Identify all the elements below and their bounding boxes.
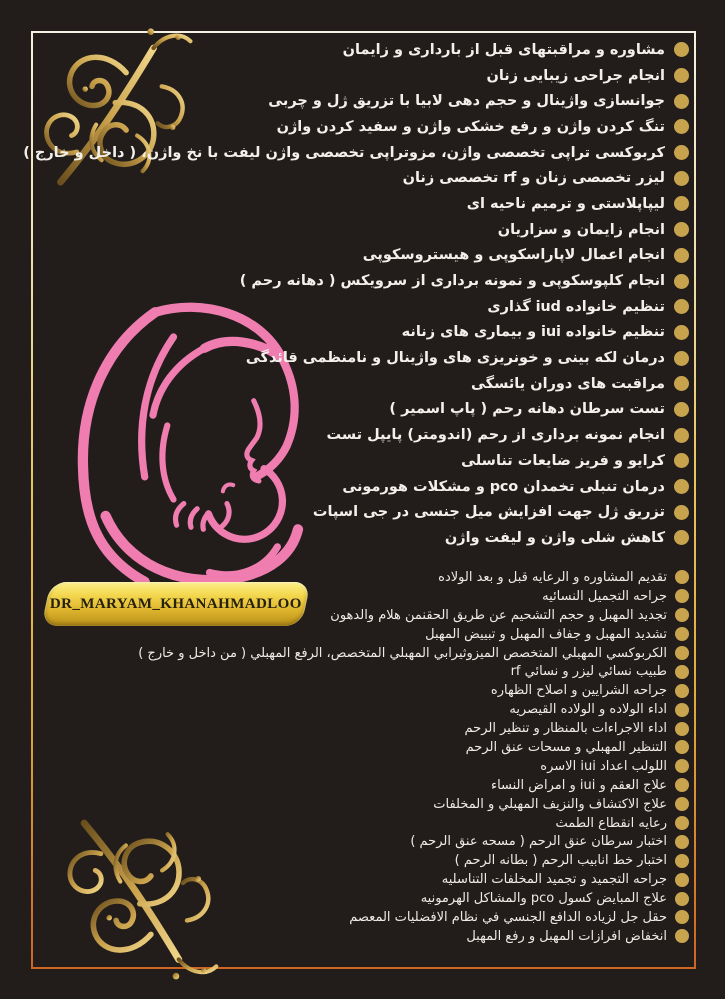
service-label: جراحه الشرايين و اصلاح الظهاره <box>490 683 667 699</box>
service-label: لیپاپلاستی و ترمیم ناحیه ای <box>466 195 665 212</box>
service-label: درمان لکه بینی و خونریزی های واژینال و نامنظمی قائدگی <box>245 350 665 367</box>
bullet-icon <box>674 68 689 83</box>
service-label: تست سرطان دهانه رحم ( پاپ اسمیر ) <box>389 401 665 418</box>
bullet-icon <box>675 873 689 887</box>
service-label: لیزر تخصصی زنان و rf تخصصی زنان <box>402 170 665 187</box>
service-label: رعايه انقطاع الطمث <box>555 815 667 831</box>
service-label: علاج المبايض كسول pco والمشاكل الهرمونيه <box>420 891 667 907</box>
service-item <box>34 37 689 63</box>
service-label: جوانسازی واژینال و حجم دهی لابیا با تزریق ژل و چربی <box>268 93 665 110</box>
bullet-icon <box>675 778 689 792</box>
services-list-arabic <box>34 568 689 946</box>
service-item <box>34 525 689 551</box>
service-item <box>34 448 689 474</box>
service-label: کرایو و فریز ضایعات تناسلی <box>461 452 665 469</box>
bullet-icon <box>675 665 689 679</box>
service-item <box>34 114 689 140</box>
bullet-icon <box>674 351 689 366</box>
bullet-icon <box>674 376 689 391</box>
service-item <box>34 625 689 644</box>
service-item <box>34 345 689 371</box>
service-item <box>34 776 689 795</box>
service-item <box>34 397 689 423</box>
service-label: مراقبت های دوران یائسگی <box>470 375 665 392</box>
bullet-icon <box>675 684 689 698</box>
service-label: تنظیم خانواده iui و بیماری های زنانه <box>401 324 665 341</box>
service-item <box>34 870 689 889</box>
service-label: طبيب نسائي ليزر و نسائي rf <box>510 664 667 680</box>
bullet-icon <box>675 703 689 717</box>
bullet-icon <box>674 453 689 468</box>
bullet-icon <box>675 910 689 924</box>
service-item <box>34 795 689 814</box>
service-label: اللولب اعداد iui الاسره <box>540 758 667 774</box>
service-item <box>34 927 689 946</box>
service-label: کربوکسی تراپی تخصصی واژن، مزوتراپی تخصصی واژن لیفت با نخ واژن، ( داخل و خارج ) <box>23 144 665 161</box>
service-item <box>34 700 689 719</box>
bullet-icon <box>675 797 689 811</box>
bullet-icon <box>675 892 689 906</box>
service-item <box>34 738 689 757</box>
bullet-icon <box>674 274 689 289</box>
service-label: کاهش شلی واژن و لیفت واژن <box>444 529 665 546</box>
service-label: اداء الولاده و الولاده القيصريه <box>509 702 667 718</box>
service-label: علاج الاكتشاف والنزيف المهبلي و المخلفات <box>433 796 667 812</box>
service-label: علاج العقم و iui و امراض النساء <box>490 777 667 793</box>
service-item <box>34 474 689 500</box>
service-label: انجام اعمال لاپاراسکوپی و هیستروسکوپی <box>362 247 665 264</box>
service-label: اختبار سرطان عنق الرحم ( مسحه عنق الرحم ) <box>410 834 667 850</box>
bullet-icon <box>675 589 689 603</box>
bullet-icon <box>674 94 689 109</box>
service-item <box>34 88 689 114</box>
service-item <box>34 268 689 294</box>
service-label: تنگ کردن واژن و رفع خشکی واژن و سفید کردن واژن <box>276 118 665 135</box>
bullet-icon <box>674 222 689 237</box>
bullet-icon <box>675 816 689 830</box>
service-item <box>34 499 689 525</box>
service-item <box>34 662 689 681</box>
service-label: انجام جراحی زیبایی زنان <box>486 67 665 84</box>
service-item <box>34 606 689 625</box>
service-item <box>34 371 689 397</box>
service-item <box>34 814 689 833</box>
bullet-icon <box>674 42 689 57</box>
service-item <box>34 681 689 700</box>
bullet-icon <box>675 835 689 849</box>
bullet-icon <box>675 722 689 736</box>
service-label: تشديد المهبل و جفاف المهبل و تبييض المهبل <box>425 626 667 642</box>
service-label: تنظیم خانواده iud گذاری <box>487 298 665 315</box>
service-label: جراحه التجميل النسائيه <box>542 588 667 604</box>
bullet-icon <box>674 196 689 211</box>
bullet-icon <box>675 608 689 622</box>
bullet-icon <box>674 145 689 160</box>
service-item <box>34 422 689 448</box>
bullet-icon <box>674 428 689 443</box>
service-item <box>23 140 689 166</box>
bullet-icon <box>674 530 689 545</box>
service-item <box>34 294 689 320</box>
service-label: تقديم المشاوره و الرعايه قبل و بعد الولاده <box>438 569 667 585</box>
service-label: تجديد المهبل و حجم التشحيم عن طريق الحقنمن هلام والدهون <box>330 607 667 623</box>
service-label: جراحه التجميد و تجميد المخلفات التناسليه <box>441 872 667 888</box>
bullet-icon <box>675 646 689 660</box>
service-item <box>34 191 689 217</box>
bullet-icon <box>675 854 689 868</box>
service-item <box>34 320 689 346</box>
bullet-icon <box>675 570 689 584</box>
service-item <box>34 719 689 738</box>
service-label: مشاوره و مراقبتهای قبل از بارداری و زایمان <box>342 41 665 58</box>
service-item <box>34 889 689 908</box>
service-item <box>34 851 689 870</box>
service-item <box>34 243 689 269</box>
service-item <box>34 568 689 587</box>
service-label: الكربوكسي المهبلي المتخصص الميزوثيرابي المهبلي المتخصص، الرفع المهبلي ( من داخل و خارج ) <box>138 645 667 661</box>
service-label: انجام کلپوسکوپی و نمونه برداری از سرویکس ( دهانه رحم ) <box>239 273 665 290</box>
service-label: اداء الاجراءات بالمنظار و تنظير الرحم <box>464 721 667 737</box>
service-label: اختبار خط انابيب الرحم ( بطانه الرحم ) <box>454 853 667 869</box>
service-label: التنظير المهبلي و مسحات عنق الرحم <box>465 739 667 755</box>
bullet-icon <box>674 171 689 186</box>
service-item <box>34 587 689 606</box>
service-label: انخفاض افرازات المهبل و رفع المهبل <box>466 928 667 944</box>
bullet-icon <box>674 119 689 134</box>
bullet-icon <box>674 248 689 263</box>
service-item <box>34 644 689 663</box>
service-item <box>34 757 689 776</box>
bullet-icon <box>675 740 689 754</box>
service-item <box>34 832 689 851</box>
bullet-icon <box>674 402 689 417</box>
bullet-icon <box>674 479 689 494</box>
services-list-persian <box>23 37 689 551</box>
service-label: حقل جل لزياده الدافع الجنسي في نظام الافضليات المعصم <box>349 909 667 925</box>
service-label: تزریق ژل جهت افزایش میل جنسی در جی اسپات <box>312 504 665 521</box>
service-item <box>34 63 689 89</box>
service-item <box>34 217 689 243</box>
bullet-icon <box>674 325 689 340</box>
service-item <box>34 908 689 927</box>
bullet-icon <box>675 627 689 641</box>
service-item <box>34 165 689 191</box>
bullet-icon <box>674 505 689 520</box>
bullet-icon <box>675 759 689 773</box>
service-label: درمان تنبلی تخمدان pco و مشکلات هورمونی <box>342 478 665 495</box>
doctor-name-label: DR_MARYAM_KHANAHMADLOO <box>50 595 302 612</box>
service-label: انجام نمونه برداری از رحم (اندومتر) پایپل تست <box>326 427 665 444</box>
service-label: انجام زایمان و سزاریان <box>497 221 665 238</box>
bullet-icon <box>674 299 689 314</box>
bullet-icon <box>675 929 689 943</box>
